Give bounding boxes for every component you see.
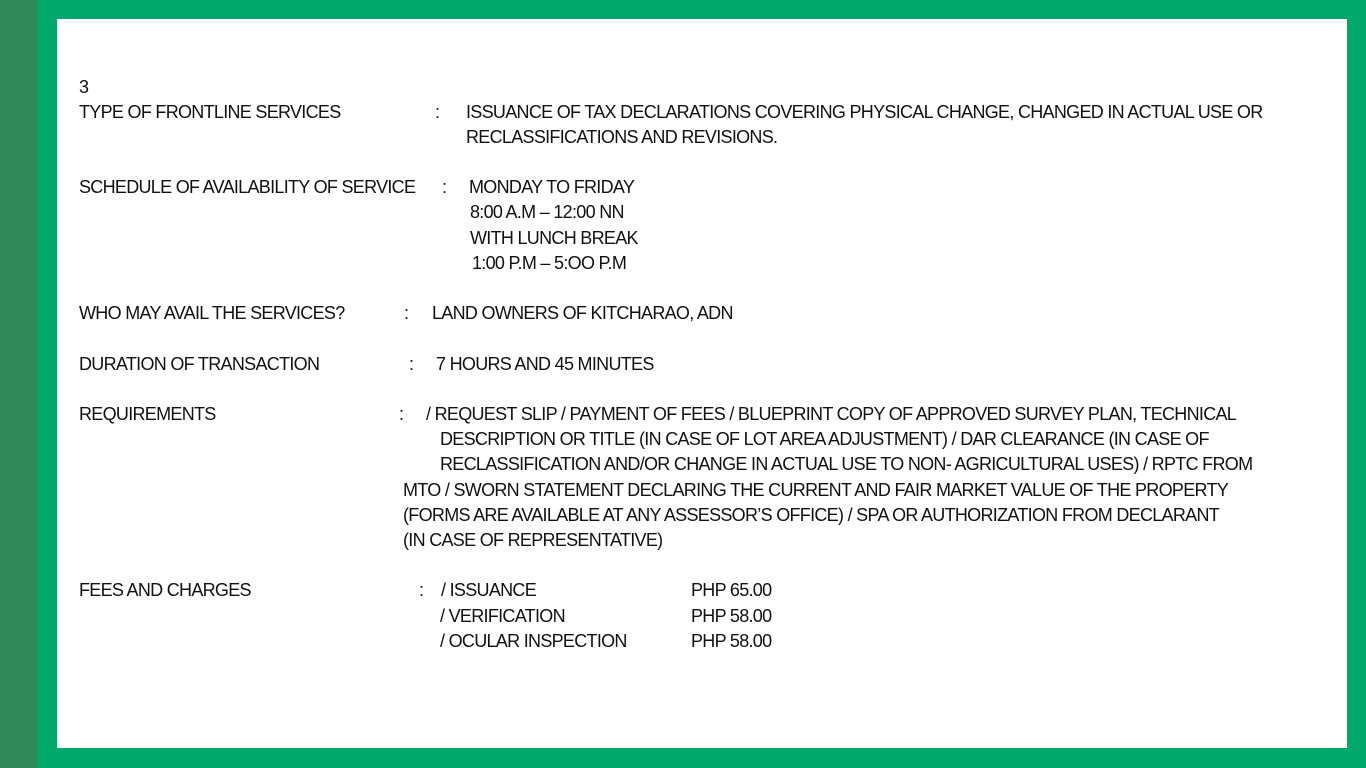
services-label: TYPE OF FRONTLINE SERVICES — [79, 102, 341, 122]
requirements-label: REQUIREMENTS — [79, 404, 216, 424]
fee-item-amount: PHP 58.00 — [691, 631, 772, 651]
requirements-colon: : — [399, 404, 404, 424]
fees-label: FEES AND CHARGES — [79, 580, 251, 600]
services-colon: : — [435, 102, 440, 122]
schedule-colon: : — [442, 177, 447, 197]
requirements-line5: (FORMS ARE AVAILABLE AT ANY ASSESSOR’S OFFICE) / SPA OR AUTHORIZATION FROM DECLARANT — [403, 505, 1220, 525]
services-value-line1: ISSUANCE OF TAX DECLARATIONS COVERING PHYSICAL CHANGE, CHANGED IN ACTUAL USE OR — [466, 102, 1263, 122]
schedule-days: MONDAY TO FRIDAY — [469, 177, 635, 197]
document-page — [57, 19, 1347, 748]
schedule-morning: 8:00 A.M – 12:00 NN — [470, 202, 624, 222]
left-accent-stripe — [0, 0, 37, 768]
who-value: LAND OWNERS OF KITCHARAO, ADN — [432, 303, 733, 323]
duration-label: DURATION OF TRANSACTION — [79, 354, 320, 374]
page-number: 3 — [79, 77, 89, 97]
requirements-line6: (IN CASE OF REPRESENTATIVE) — [403, 530, 663, 550]
fees-colon: : — [419, 580, 424, 600]
duration-value: 7 HOURS AND 45 MINUTES — [436, 354, 654, 374]
schedule-lunch: WITH LUNCH BREAK — [470, 228, 638, 248]
who-label: WHO MAY AVAIL THE SERVICES? — [79, 303, 345, 323]
fee-item-name: / OCULAR INSPECTION — [440, 631, 627, 651]
requirements-line2: DESCRIPTION OR TITLE (IN CASE OF LOT AREA ADJUSTMENT) / DAR CLEARANCE (IN CASE OF — [440, 429, 1209, 449]
duration-colon: : — [409, 354, 414, 374]
fee-item-name: / ISSUANCE — [441, 580, 537, 600]
requirements-line4: MTO / SWORN STATEMENT DECLARING THE CURRENT AND FAIR MARKET VALUE OF THE PROPERTY — [403, 480, 1229, 500]
schedule-afternoon: 1:00 P.M – 5:OO P.M — [472, 253, 627, 273]
requirements-line3: RECLASSIFICATION AND/OR CHANGE IN ACTUAL USE TO NON- AGRICULTURAL USES) / RPTC FROM — [440, 454, 1253, 474]
fee-item-amount: PHP 58.00 — [691, 606, 772, 626]
services-value-line2: RECLASSIFICATIONS AND REVISIONS. — [466, 127, 778, 147]
fee-item-amount: PHP 65.00 — [691, 580, 772, 600]
who-colon: : — [404, 303, 409, 323]
schedule-label: SCHEDULE OF AVAILABILITY OF SERVICE — [79, 177, 416, 197]
fee-item-name: / VERIFICATION — [440, 606, 565, 626]
requirements-line1: / REQUEST SLIP / PAYMENT OF FEES / BLUEPRINT COPY OF APPROVED SURVEY PLAN, TECHNICAL — [426, 404, 1237, 424]
